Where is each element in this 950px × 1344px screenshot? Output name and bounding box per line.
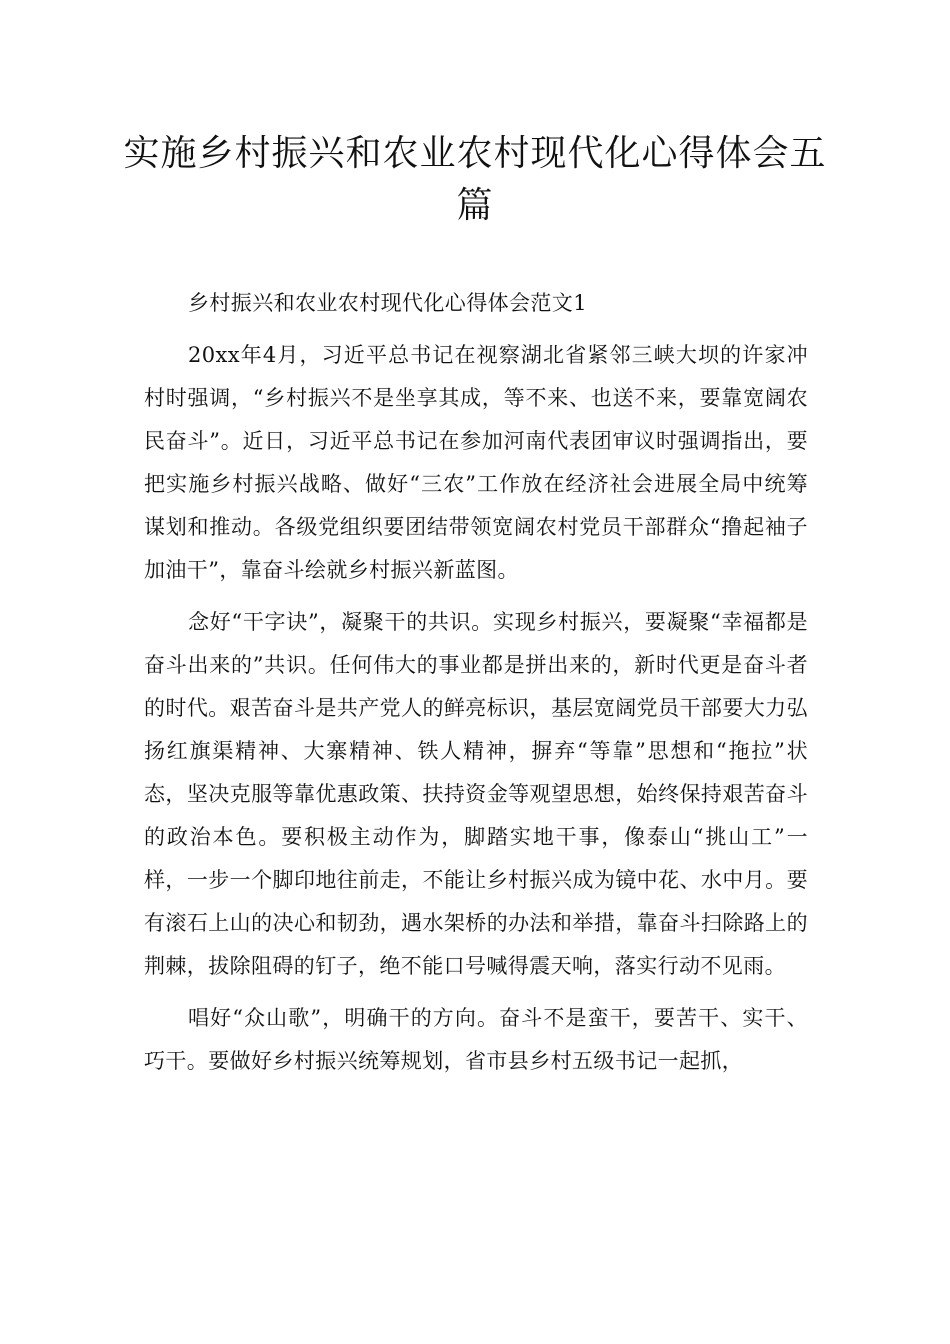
paragraph-3: 唱好“众山歌”，明确干的方向。奋斗不是蛮干，要苦干、实干、巧干。要做好乡村振兴统筹规划，省市县乡村五级书记一起抓， bbox=[144, 1006, 808, 1073]
section-heading: 乡村振兴和农业农村现代化心得体会范文1 bbox=[188, 291, 587, 315]
paragraph-2: 念好“干字诀”，凝聚干的共识。实现乡村振兴，要凝聚“幸福都是奋斗出来的”共识。任何伟大的事业都是拼出来的，新时代更是奋斗者的时代。艰苦奋斗是共产党人的鲜亮标识，基层宽阔党员干部要大力弘扬红旗渠精神、大寨精神、铁人精神，摒弃“等靠”思想和“拖拉”状态，坚决克服等靠优惠政策、扶持资金等观望思想，始终保持艰苦奋斗的政治本色。要积极主动作为，脚踏实地干事，像泰山“挑山工”一样，一步一个脚印地往前走，不能让乡村振兴成为镜中花、水中月。要有滚石上山的决心和韧劲，遇水架桥的办法和举措，靠奋斗扫除路上的荆棘，拔除阻碍的钉子，绝不能口号喊得震天响，落实行动不见雨。 bbox=[144, 610, 808, 978]
document-title: 实施乡村振兴和农业农村现代化心得体会五篇 bbox=[123, 133, 827, 226]
document-body bbox=[144, 282, 808, 1092]
paragraph-1: 20xx年4月，习近平总书记在视察湖北省紧邻三峡大坝的许家冲村时强调，“乡村振兴不是坐享其成，等不来、也送不来，要靠宽阔农民奋斗”。近日，习近平总书记在参加河南代表团审议时强调指出，要把实施乡村振兴战略、做好“三农”工作放在经济社会进展全局中统筹谋划和推动。各级党组织要团结带领宽阔农村党员干部群众“撸起袖子加油干”，靠奋斗绘就乡村振兴新蓝图。 bbox=[144, 343, 808, 582]
